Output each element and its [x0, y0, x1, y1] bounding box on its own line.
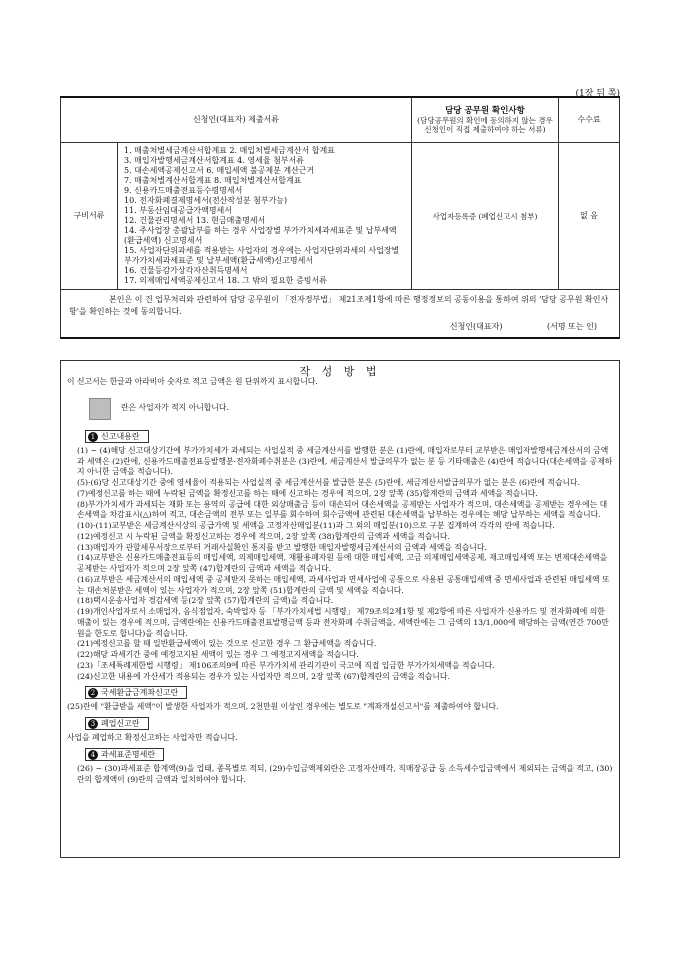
official-check-value: 사업자등록증 (폐업신고시 첨부) — [412, 143, 559, 290]
instruction-line: (25)란에 "환급받을 세액"이 발생한 사업자가 적으며, 2천만원 이상인 경우에는 별도로 "계좌개설신고서"를 제출하여야 합니다. — [67, 702, 499, 712]
gray-box-icon — [89, 398, 111, 420]
document-item: 10. 전자화폐결제명세서(전산작성분 첨부가능) — [124, 196, 288, 205]
document-item: 3. 매입자발행세금계산서합계표 4. 영세율 첨부서류 — [124, 156, 304, 165]
instructions-body — [61, 377, 619, 785]
consent-signature-line — [69, 321, 611, 333]
document-item: 11. 부동산임대공급가액명세서 — [124, 206, 233, 215]
document-item: 16. 건물등감가상각자산취득명세서 — [124, 266, 248, 275]
section-title: 폐업신고란 — [101, 719, 140, 729]
instruction-line: 사업을 폐업하고 확정신고하는 사업자만 적습니다. — [67, 733, 238, 743]
header-official-check — [412, 97, 559, 143]
document-item: 12. 건물관리명세서 13. 현금매출명세서 — [124, 216, 266, 225]
instruction-line: (7)예정신고를 하는 때에 누락된 금액을 확정신고를 하는 때에 신고하는 경우에 적으며, 2장 앞쪽 (35)합계란의 금액과 세액을 적습니다. — [77, 488, 538, 498]
section-title: 신고내용란 — [101, 431, 140, 441]
header-check-title: 담당 공무원 확인사항 — [445, 105, 525, 116]
number-badge-icon: 2 — [88, 688, 98, 698]
section-title: 과세표준명세란 — [101, 749, 156, 759]
instruction-line: (21)예정신고를 할 때 일반환급세액이 있는 것으로 신고한 경우 그 환급세액을 적습니다. — [77, 639, 377, 649]
instruction-line: (12)예정신고 시 누락된 금액을 확정신고하는 경우에 적으며, 2장 앞쪽 (38)합계란의 금액과 세액을 적습니다. — [77, 531, 450, 541]
header-applicant-docs: 신청인(대표자) 제출서류 — [61, 97, 412, 143]
number-badge-icon: 4 — [88, 750, 98, 760]
instruction-line: (18)택시운송사업자 경감세액 등(2장 앞쪽 (57)합계란의 금액)을 적습니다. — [77, 596, 334, 606]
consent-text: 본인은 이 건 업무처리와 관련하여 담당 공무원이 「전자정부법」 제21조제1항에 따른 행정정보의 공동이용을 통하여 위의 '담당 공무원 확인사항'을 확인하는 것에 동의합니다. — [69, 295, 609, 316]
instruction-line: (24)신고한 내용에 가산세가 적용되는 경우가 있는 사업자만 적으며, 2장 앞쪽 (67)합계란의 금액을 적습니다. — [77, 671, 450, 681]
section-title: 국세환급금계좌신고란 — [101, 688, 179, 698]
document-items — [118, 143, 412, 290]
document-item: 5. 대손세액공제신고서 6. 매입세액 불공제분 계산근거 — [124, 166, 315, 175]
instructions-intro: 이 신고서는 한글과 아라비아 숫자로 적고 금액은 원 단위까지 표시합니다. — [67, 377, 318, 386]
instruction-line: (8)부가가치세가 과세되는 재화 또는 용역의 공급에 대한 외상매출금 등이 대손되어 대손세액을 공제받는 사업자가 적으며, 대손세액을 공제받는 경우에는 대손세액을 차감표시(△)하여 적고, 대손금액의 전부 또는 일부를 회수하여 회수금액에 관련된 대손세액을 납부하는 경우에는 해당 납부하는 세액을 적습니다. — [77, 499, 608, 520]
legend — [89, 398, 613, 420]
document-item: 17. 의제매입세액공제신고서 18. 그 밖의 필요한 증빙서류 — [124, 276, 327, 285]
instruction-line: (5)·(6)당 신고대상기간 중에 영세율이 적용되는 사업실적 중 세금계산서를 발급한 분은 (5)란에, 세금계산서발급의무가 없는 분은 (6)란에 적습니다. — [77, 478, 581, 488]
instructions-box — [60, 360, 620, 858]
fee-value: 없 음 — [559, 143, 620, 290]
document-item: 9. 신용카드매출전표등수령명세서 — [124, 186, 243, 195]
document-item: 15. 사업자단위과세를 적용받는 사업자의 경우에는 사업자단위과세의 사업장별부가가치세과세표준 및 납부세액(환급세액)신고명세서 — [124, 246, 400, 265]
instructions-title: 작 성 방 법 — [299, 365, 381, 378]
section-report-content — [85, 430, 149, 443]
consent-sign-note: (서명 또는 인) — [547, 322, 597, 332]
header-check-note: (담당공무원의 확인에 동의하지 않는 경우 신청인이 직접 제출하여야 하는 서류) — [417, 116, 553, 135]
section-refund-account — [85, 686, 187, 699]
instruction-line: (14)교부받은 신용카드매출전표등의 매입세액, 의제매입세액, 재활용폐자원 등에 대한 매입세액, 고금 의제매입세액공제, 재고매입세액 또는 변제대손세액을 공제받는 사업자가 적으며 2장 앞쪽 (47)합계란의 금액과 세액을 적습니다. — [77, 553, 608, 574]
instruction-line: (23)「조세특례제한법 시행령」 제106조의9에 따른 부가가치세 관리기관이 국고에 직접 입금한 부가가치세액을 적습니다. — [77, 660, 495, 670]
document-item: 1. 매출처별세금계산서합계표 2. 매입처별세금계산서 합계표 — [124, 146, 335, 155]
instruction-line: (19)개인사업자로서 소매업자, 음식점업자, 숙박업자 등 「부가가치세법 시행령」 제79조의2제1항 및 제2항에 따른 사업자가 신용카드 및 전자화폐에 의한 매출이 있는 경우에 적으며, 금액란에는 신용카드매출전표발행금액 등과 전자화폐 수취금액을, 세액란에는 그 금액의 13/1,000에 해당하는 금액(연간 700만원을 한도로 합니다)을 적습니다. — [77, 607, 609, 638]
consent-section — [61, 290, 620, 338]
section-closure — [85, 717, 149, 730]
document-item: 14. 주사업장 총괄납부를 하는 경우 사업장별 부가가치세과세표준 및 납부세액(환급세액) 신고명세서 — [124, 226, 397, 245]
instruction-line: (1) ~ (4)해당 신고대상기간에 부가가치세가 과세되는 사업실적 중 세금계산서를 발행한 분은 (1)란에, 매입자로부터 교부받은 매입자발행세금계산서의 금액과 세액은 (2)란에, 신용카드매출전표등발행분·전자화폐수취분은 (3)란에, 세금계산서 발급의무가 없는 분 등 기타매출은 (4)란에 적습니다(대손세액을 공제하지 아니한 금액을 적습니다). — [77, 445, 613, 477]
required-documents-table — [60, 96, 620, 339]
side-label: 구비서류 — [61, 143, 118, 290]
instruction-line: (10)·(11)교부받은 세금계산서상의 공급가액 및 세액을 고정자산매입분(11)과 그 외의 매입분(10)으로 구분 집계하여 각각의 란에 적습니다. — [77, 521, 555, 531]
document-item: 7. 매출처별계산서합계표 8. 매입처별계산서합계표 — [124, 176, 302, 185]
number-badge-icon: 1 — [88, 432, 98, 442]
instruction-line: (13)매입자가 관할세무서장으로부터 거래사실확인 통지를 받고 발행한 매입자발행세금계산서의 금액과 세액을 적습니다. — [77, 542, 487, 552]
page-label: (1장 뒤 쪽) — [575, 89, 620, 99]
number-badge-icon: 3 — [88, 719, 98, 729]
instruction-line: (16)교부받은 세금계산서의 매입세액 중 공제받지 못하는 매입세액, 과세사업과 면세사업에 공통으로 사용된 공통매입세액 중 면세사업과 관련된 매입세액 또는 대손처분받은 세액이 있는 사업자가 적으며, 2장 앞쪽 (51)합계란의 금액 및 세액을 적습니다. — [77, 574, 610, 595]
instruction-line: (22)해당 과세기간 중에 예정고지된 세액이 있는 경우 그 예정고지세액을 적습니다. — [77, 650, 359, 660]
section-tax-base — [85, 748, 164, 761]
instruction-line: (26) ~ (30)과세표준 합계액(9)을 업태, 종목별로 적되, (29)수입금액제외란은 고정자산매각, 직매장공급 등 소득세수입금액에서 제외되는 금액을 적고, (30)란의 합계액이 (9)란의 금액과 일치하여야 합니다. — [77, 763, 613, 784]
consent-signer: 신청인(대표자) — [449, 322, 503, 332]
header-fee: 수수료 — [559, 97, 620, 143]
legend-text: 란은 사업자가 적지 아니합니다. — [121, 403, 229, 413]
